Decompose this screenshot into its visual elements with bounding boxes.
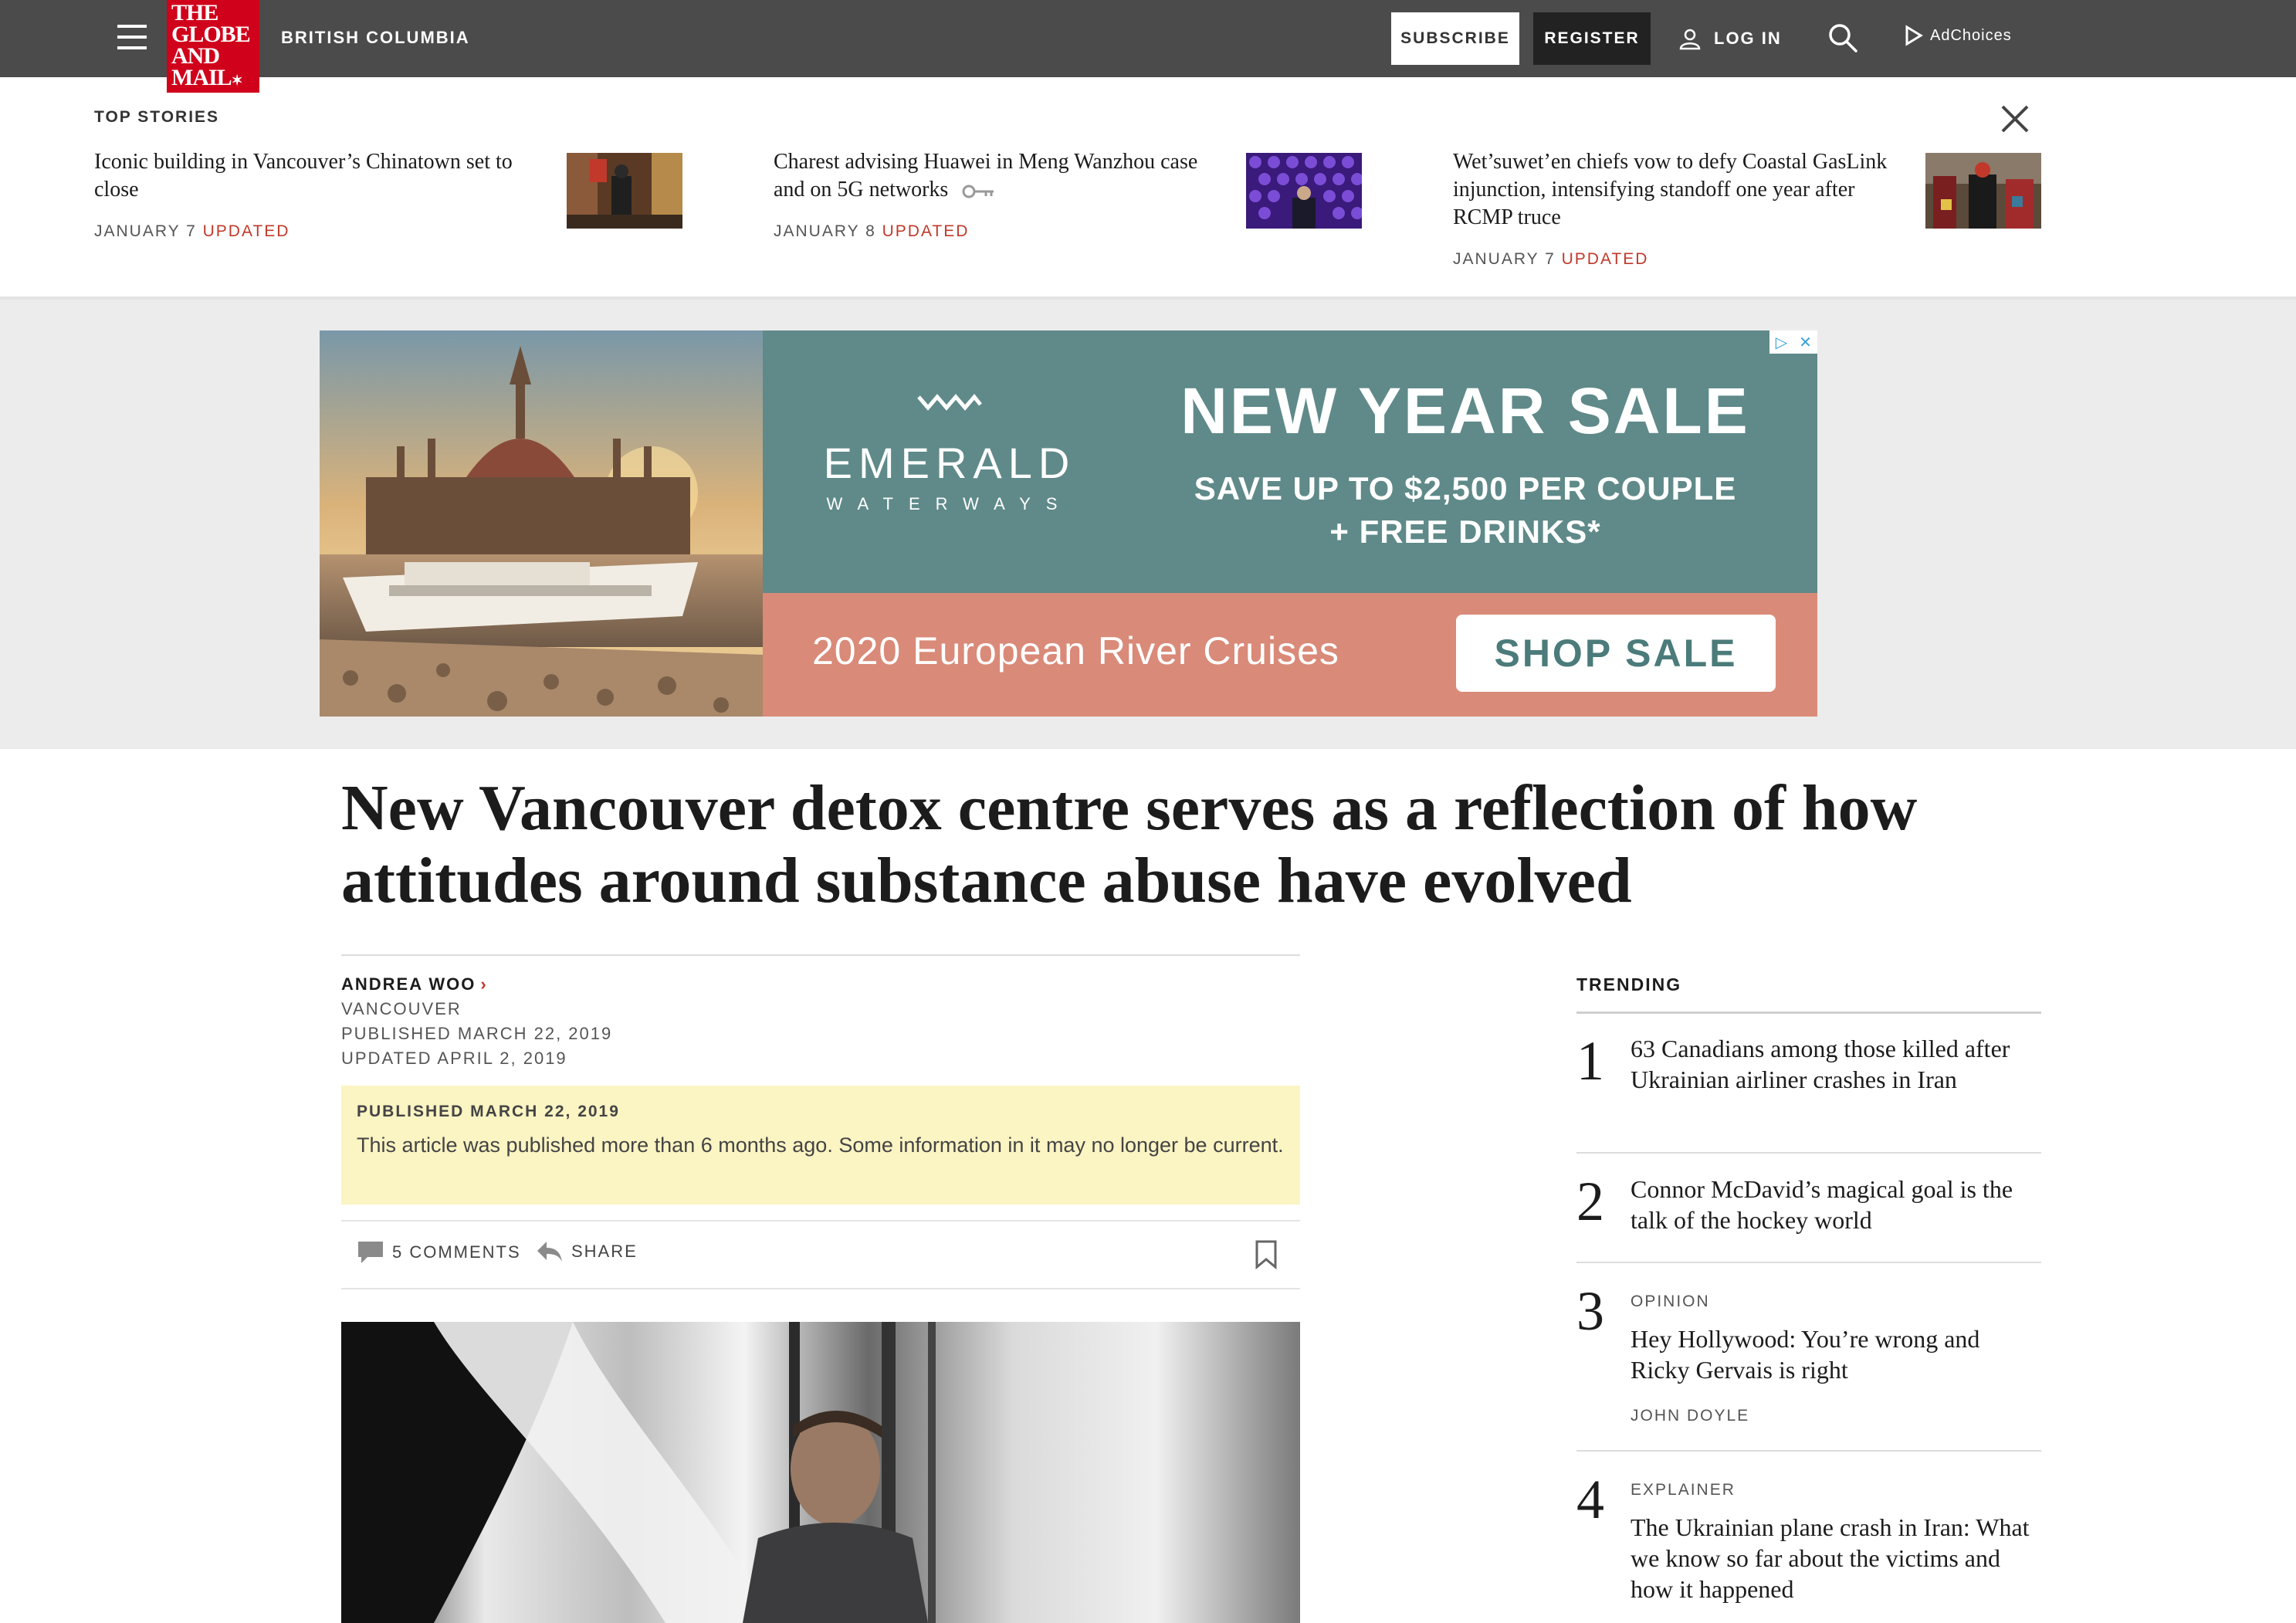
adchoices-link[interactable] <box>1904 25 2012 46</box>
bookmark-icon[interactable] <box>1254 1240 1278 1273</box>
divider <box>341 954 1300 956</box>
divider <box>1576 1262 2041 1263</box>
top-story-headline[interactable]: Charest advising Huawei in Meng Wanzhou case and on 5G networks <box>774 150 1198 202</box>
old-article-notice <box>341 1086 1300 1205</box>
login-link[interactable] <box>1678 23 1782 54</box>
ad-choices-tag[interactable] <box>1769 330 1817 354</box>
trending-item[interactable] <box>1576 1171 2041 1243</box>
trending-title[interactable]: The Ukrainian plane crash in Iran: What we know so far about the victims and how it happened <box>1631 1513 2030 1603</box>
notice-title: PUBLISHED MARCH 22, 2019 <box>357 1103 620 1120</box>
close-icon[interactable] <box>2000 103 2030 134</box>
adchoices-label: AdChoices <box>1930 26 2012 44</box>
article-location: VANCOUVER <box>341 999 462 1018</box>
sale-copy: NEW YEAR SALE SAVE UP TO $2,500 PER COUPLE + FREE DRINKS* <box>1180 374 1750 550</box>
article-headline: New Vancouver detox centre serves as a reflection of how attitudes around substance abuse have evolved <box>341 772 1918 917</box>
trending-rank: 2 <box>1576 1171 1604 1232</box>
adchoices-icon <box>1904 25 1924 46</box>
divider <box>341 1288 1300 1289</box>
article-photo <box>341 1322 1300 1623</box>
top-story-headline[interactable]: Wet’suwet’en chiefs vow to defy Coastal GasLink injunction, intensifying standoff one year after RCMP truce <box>1453 150 1888 229</box>
top-story-thumbnail[interactable] <box>1246 153 1362 229</box>
comment-icon <box>357 1240 384 1265</box>
ad-zone <box>0 300 2296 749</box>
adchoices-triangle-icon[interactable]: ▷ <box>1775 334 1788 351</box>
trending-rank: 3 <box>1576 1280 1604 1342</box>
article-published-date: PUBLISHED MARCH 22, 2019 <box>341 1024 613 1043</box>
user-icon <box>1678 27 1702 50</box>
top-story-date: JANUARY 7 UPDATED <box>1453 250 1649 268</box>
divider <box>1576 1011 2041 1014</box>
share-label: SHARE <box>571 1242 638 1261</box>
trending-title[interactable]: 63 Canadians among those killed after Ukrainian airliner crashes in Iran <box>1631 1035 2010 1093</box>
trending-label: TRENDING <box>1576 974 1682 994</box>
maple-leaf-icon: ✶ <box>231 73 242 88</box>
trending-kicker[interactable]: OPINION <box>1631 1293 1710 1310</box>
top-stories-bar <box>0 77 2296 300</box>
divider <box>1576 1152 2041 1154</box>
top-stories-label: TOP STORIES <box>94 108 220 126</box>
shop-sale-button[interactable]: SHOP SALE <box>1456 615 1776 692</box>
author-link[interactable]: ANDREA WOO › <box>341 974 488 994</box>
trending-title[interactable]: Connor McDavid’s magical goal is the talk of the hockey world <box>1631 1175 2013 1234</box>
ad-photo-parliament <box>320 330 763 717</box>
article-updated-date: UPDATED APRIL 2, 2019 <box>341 1049 567 1068</box>
emerald-brand: EMERALD WATERWAYS <box>811 391 1089 514</box>
search-icon[interactable] <box>1827 22 1859 58</box>
notice-body: This article was published more than 6 months ago. Some information in it may no longer be current. <box>357 1133 1284 1157</box>
trending-item[interactable] <box>1576 1469 2041 1623</box>
comments-button[interactable] <box>357 1240 521 1265</box>
trending-item[interactable] <box>1576 1280 2041 1438</box>
trending-rank: 1 <box>1576 1030 1604 1092</box>
emerald-wave-icon <box>911 391 988 414</box>
trending-title[interactable]: Hey Hollywood: You’re wrong and Ricky Gervais is right <box>1631 1325 1980 1384</box>
top-story-thumbnail[interactable] <box>1925 153 2041 229</box>
top-nav <box>0 0 2296 90</box>
chevron-right-icon: › <box>480 974 488 994</box>
top-story-date: JANUARY 8 UPDATED <box>774 222 970 240</box>
ad-sale-panel <box>763 330 1817 593</box>
share-icon <box>536 1240 564 1263</box>
top-story-thumbnail[interactable] <box>567 153 682 229</box>
trending-item[interactable] <box>1576 1030 2041 1126</box>
trending-rank: 4 <box>1576 1469 1604 1530</box>
register-button[interactable]: REGISTER <box>1533 12 1651 65</box>
share-button[interactable] <box>536 1240 638 1263</box>
top-story-date: JANUARY 7 UPDATED <box>94 222 290 240</box>
emerald-waterways-ad[interactable] <box>320 330 1817 717</box>
divider <box>341 1220 1300 1221</box>
divider <box>1576 1450 2041 1452</box>
menu-icon[interactable] <box>117 25 147 51</box>
ad-close-icon[interactable]: ✕ <box>1799 334 1812 351</box>
login-label: LOG IN <box>1714 29 1782 48</box>
comments-count: 5 COMMENTS <box>392 1242 521 1262</box>
subscribe-button[interactable]: SUBSCRIBE <box>1391 12 1519 65</box>
key-icon <box>961 184 995 199</box>
globe-and-mail-logo[interactable]: THE GLOBE AND MAIL✶ <box>167 0 259 93</box>
top-story-headline[interactable]: Iconic building in Vancouver’s Chinatown set to close <box>94 150 513 202</box>
trending-byline[interactable]: JOHN DOYLE <box>1631 1407 1750 1425</box>
region-label[interactable]: BRITISH COLUMBIA <box>281 28 470 47</box>
ad-cta-panel <box>763 593 1817 717</box>
trending-kicker[interactable]: EXPLAINER <box>1631 1481 1736 1499</box>
cruise-text: 2020 European River Cruises <box>812 629 1339 673</box>
